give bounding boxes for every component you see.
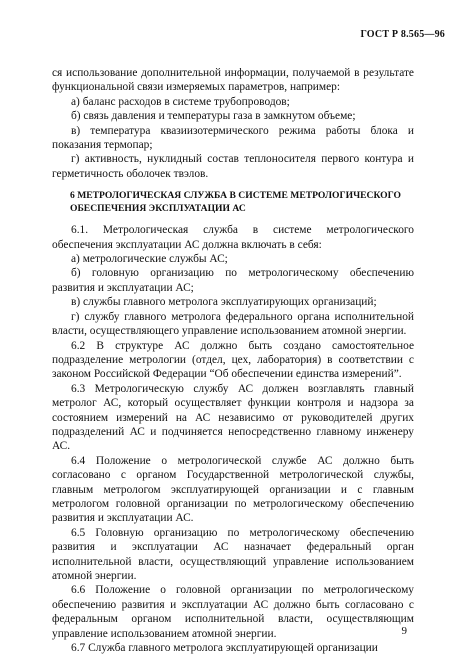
list-item-b: б) связь давления и температуры газа в замкнутом объеме; [71,110,356,123]
clause-6-4: 6.4 Положение о метрологической службе АС должно быть согласовано с органом Государственной метрологической службы, главным метрологом эксплуатирующей организации и с главным метрологом головной организации по метрологическому обеспечению развития и эксплуатации АС. [52,454,414,525]
section-heading-line-1: 6 МЕТРОЛОГИЧЕСКАЯ СЛУЖБА В СИСТЕМЕ МЕТРОЛОГИЧЕСКОГО [70,190,401,202]
page-body [52,66,414,655]
clause-6-1-item-b: б) головную организацию по метрологическому обеспечению развития и эксплуатации АС; [52,267,414,294]
list-item-a: а) баланс расходов в системе трубопроводов; [71,95,290,108]
clause-6-7: 6.7 Служба главного метролога эксплуатирующей организации [71,642,378,655]
clause-6-1-item-a: а) метрологические службы АС; [71,253,228,266]
clause-6-2: 6.2 В структуре АС должно быть создано самостоятельное подразделение метрологии (отдел, цех, лаборатория) в соответствии с законом Российской Федерации “Об обеспечении единства измерений”. [52,339,414,381]
clause-6-1-item-g: г) службу главного метролога федерального органа исполнительной власти, осуществляющего управление использованием атомной энергии. [52,310,414,338]
paragraph-continuation: ся использование дополнительной информации, получаемой в результате функциональной связи измеряемых параметров, например: [52,67,414,94]
clause-6-6: 6.6 Положение о головной организации по метрологическому обеспечению развития и эксплуатации АС должно быть согласовано с федеральным органом исполнительной власти, осуществляющим управление использованием атомной энергии. [52,584,414,640]
document-code-header: ГОСТ Р 8.565—96 [360,29,445,40]
clause-6-5: 6.5 Головную организацию по метрологическому обеспечению развития и эксплуатации АС назначает федеральный орган исполнительной власти, осуществляющий управление использованием атомной энергии. [52,526,414,582]
clause-6-1-item-v: в) службы главного метролога эксплуатирующих организаций; [71,296,377,309]
section-heading [52,190,414,215]
section-heading-line-2: ОБЕСПЕЧЕНИЯ ЭКСПЛУАТАЦИИ АС [70,202,246,214]
clause-6-3: 6.3 Метрологическую службу АС должен возглавлять главный метролог АС, который осуществляет функции контроля и надзора за состоянием измерений на АС независимо от руководителей других подразделений АС и подчиняется непосредственно главному инженеру АС. [52,382,414,453]
clause-6-1: 6.1. Метрологическая служба в системе метрологического обеспечения эксплуатации АС должна включать в себя: [52,224,414,251]
page-number: 9 [401,625,407,637]
list-item-v: в) температура квазиизотермического режима работы блока и показания термопар; [52,124,414,152]
list-item-g: г) активность, нуклидный состав теплоносителя первого контура и герметичность оболочек твэлов. [52,153,414,180]
